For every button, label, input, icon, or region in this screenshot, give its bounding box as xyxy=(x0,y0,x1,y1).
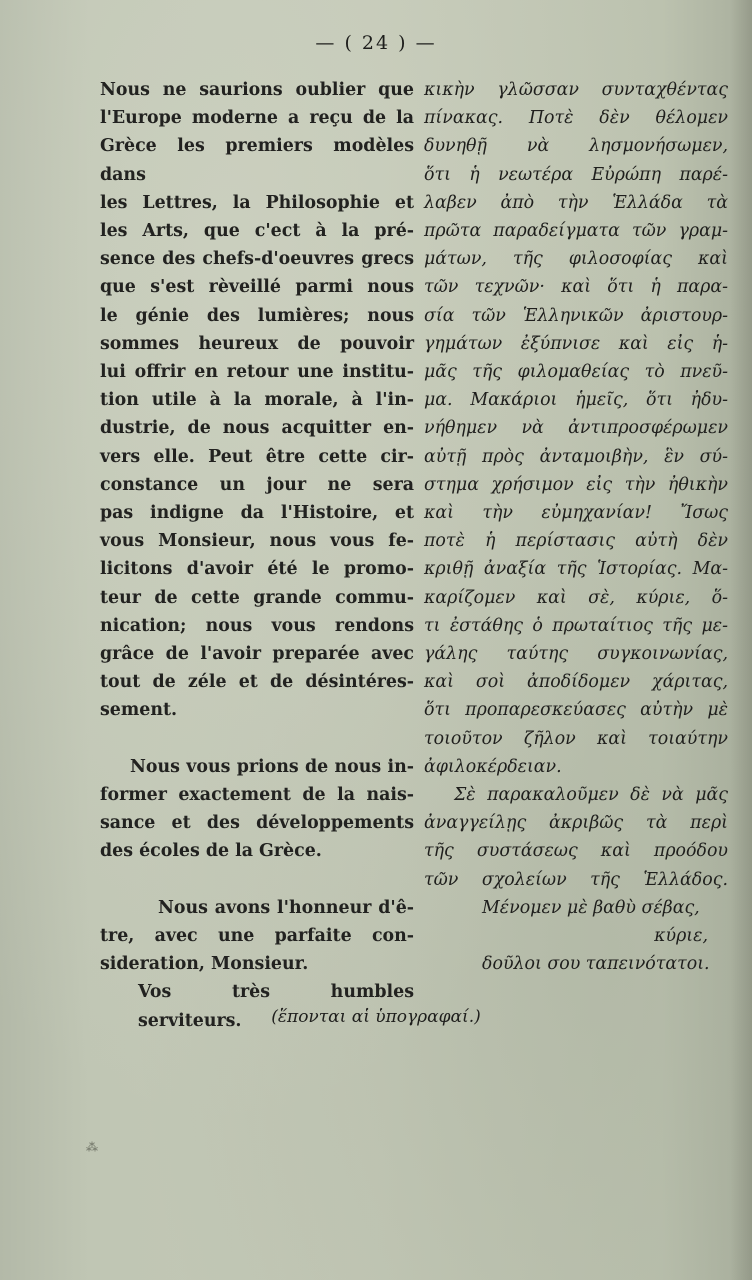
text-line: teur de cette grande commu- xyxy=(100,587,414,608)
greek-column xyxy=(424,76,728,979)
text-line: κικὴν γλῶσσαν συνταχθέντας xyxy=(424,80,728,100)
text-line: Nous ne saurions oublier que xyxy=(100,80,414,100)
text-line: δοῦλοι σου ταπεινότατοι. xyxy=(482,954,710,975)
text-line: γάλης ταύτης συγκοινωνίας, xyxy=(424,644,728,665)
text-line: ἀναγγείλῃς ἀκριβῶς τὰ περὶ xyxy=(424,813,728,834)
text-line: ὅτι προπαρεσκεύασες αὐτὴν μὲ xyxy=(424,700,728,721)
text-line: tre, avec une parfaite con- xyxy=(100,926,414,947)
text-line: tion utile à la morale, à l'in- xyxy=(100,390,414,411)
text-line: αὐτῇ πρὸς ἀνταμοιβὴν, ἓν σύ- xyxy=(424,446,728,467)
text-line: δυνηθῇ νὰ λησμονήσωμεν, xyxy=(424,136,728,157)
page-number-header: — ( 24 ) — xyxy=(315,32,437,54)
text-line: licitons d'avoir été le promo- xyxy=(100,559,414,580)
text-line: des écoles de la Grèce. xyxy=(100,841,322,862)
text-line: former exactement de la nais- xyxy=(100,785,414,806)
text-line: sommes heureux de pouvoir xyxy=(100,333,414,354)
text-line: κριθῇ ἀναξία τῆς Ἱστορίας. Μα- xyxy=(424,559,728,580)
paragraph-gap xyxy=(100,866,414,894)
text-line: τι ἐστάθης ὁ πρωταίτιος τῆς με- xyxy=(424,615,728,636)
text-line: τῆς συστάσεως καὶ προόδου xyxy=(424,841,728,862)
text-line: πίνακας. Ποτὲ δὲν θέλομεν xyxy=(424,108,728,129)
text-line: καὶ τὴν εὐμηχανίαν! Ἴσως xyxy=(424,503,728,524)
text-line: Grèce les premiers modèles dans xyxy=(100,136,414,185)
text-line: lui offrir en retour une institu- xyxy=(100,362,414,383)
french-column xyxy=(100,76,414,1035)
text-line: Nous vous prions de nous in- xyxy=(130,756,414,777)
text-line: constance un jour ne sera xyxy=(100,474,414,495)
text-line: καὶ σοὶ ἀποδίδομεν χάριτας, xyxy=(424,672,728,693)
text-line: Σὲ παρακαλοῦμεν δὲ νὰ μᾶς xyxy=(454,785,728,806)
text-line: πρῶτα παραδείγματα τῶν γραμ- xyxy=(424,221,728,242)
signatures-note: (ἕπονται αἱ ὑπογραφαί.) xyxy=(271,1007,481,1027)
text-line: λαβεν ἀπὸ τὴν Ἑλλάδα τὰ xyxy=(424,192,728,213)
text-line: sement. xyxy=(100,700,178,721)
text-line: τῶν σχολείων τῆς Ἑλλάδος. xyxy=(424,869,728,890)
text-line: σία τῶν Ἑλληνικῶν ἀριστουρ- xyxy=(424,305,728,326)
text-line: que s'est rèveillé parmi nous xyxy=(100,277,414,298)
text-line: ποτὲ ἡ περίστασις αὐτὴ δὲν xyxy=(424,531,728,552)
ink-smudge: ⁂ xyxy=(86,1140,98,1154)
paragraph-gap xyxy=(100,725,414,753)
text-line: dustrie, de nous acquitter en- xyxy=(100,418,414,439)
text-line: les Arts, que c'ect à la pré- xyxy=(100,221,414,242)
text-line: κύριε, xyxy=(654,926,708,947)
text-line: vous Monsieur, nous vous fe- xyxy=(100,531,414,552)
text-line: ὅτι ἡ νεωτέρα Εὐρώπη παρέ- xyxy=(424,164,728,185)
page-edge-shadow xyxy=(730,0,752,1280)
text-line: τοιοῦτον ζῆλον καὶ τοιαύτην xyxy=(424,728,728,749)
text-line: νήθημεν νὰ ἀντιπροσφέρωμεν xyxy=(424,418,728,439)
text-line: μᾶς τῆς φιλομαθείας τὸ πνεῦ- xyxy=(424,362,728,383)
text-line: Nous avons l'honneur d'ê- xyxy=(158,897,414,918)
text-line: ἀφιλοκέρδειαν. xyxy=(424,756,562,777)
text-line: Vos très humbles serviteurs. xyxy=(138,982,414,1031)
text-line: στημα χρήσιμον εἰς τὴν ἠθικὴν xyxy=(424,474,728,495)
text-line: Μένομεν μὲ βαθὺ σέβας, xyxy=(482,897,700,918)
text-line: vers elle. Peut être cette cir- xyxy=(100,446,414,467)
text-line: τῶν τεχνῶν· καὶ ὅτι ἡ παρα- xyxy=(424,277,728,298)
text-line: μάτων, τῆς φιλοσοφίας καὶ xyxy=(424,249,728,270)
text-line: sance et des développements xyxy=(100,813,414,834)
text-line: grâce de l'avoir preparée avec xyxy=(100,644,414,665)
text-line: sence des chefs-d'oeuvres grecs xyxy=(100,249,414,270)
text-line: nication; nous vous rendons xyxy=(100,615,414,636)
text-line: γημάτων ἐξύπνισε καὶ εἰς ἡ- xyxy=(424,333,728,354)
text-line: le génie des lumières; nous xyxy=(100,305,414,326)
text-line: καρίζομεν καὶ σὲ, κύριε, ὅ- xyxy=(424,587,728,608)
text-line: μα. Μακάριοι ἡμεῖς, ὅτι ἠδυ- xyxy=(424,390,728,411)
text-line: les Lettres, la Philosophie et xyxy=(100,192,414,213)
text-line: sideration, Monsieur. xyxy=(100,954,309,975)
text-line: pas indigne da l'Histoire, et xyxy=(100,503,414,524)
text-line: tout de zéle et de désintéres- xyxy=(100,672,414,693)
text-line: l'Europe moderne a reçu de la xyxy=(100,108,414,129)
